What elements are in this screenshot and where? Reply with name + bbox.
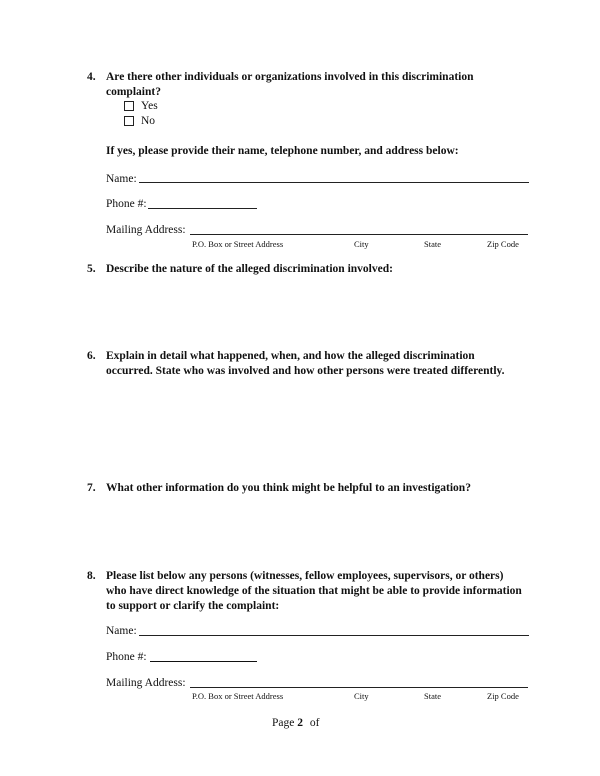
q8-phone-label: Phone #:: [106, 651, 147, 663]
question-5-text: Describe the nature of the alleged discrimination involved:: [106, 263, 393, 275]
question-6-text: Explain in detail what happened, when, and how the alleged discrimination occurred. State who was involved and how other persons were treated differently.: [106, 350, 505, 377]
page-of-label: of: [309, 717, 320, 729]
question-6-number: 6.: [87, 350, 96, 362]
q4-state-sublabel: State: [424, 239, 441, 249]
q4-zip-sublabel: Zip Code: [487, 239, 519, 249]
question-4-instruction: If yes, please provide their name, telephone number, and address below:: [106, 145, 459, 157]
q4-name-label: Name:: [106, 173, 137, 185]
question-4-number: 4.: [87, 71, 96, 83]
yes-option-label: Yes: [141, 100, 158, 112]
question-4-text: Are there other individuals or organizations involved in this discrimination complaint?: [106, 71, 474, 98]
question-7-number: 7.: [87, 482, 96, 494]
question-8-number: 8.: [87, 570, 96, 582]
q4-street-sublabel: P.O. Box or Street Address: [192, 239, 284, 249]
no-option-label: No: [141, 115, 156, 127]
page-number: 2: [297, 717, 303, 729]
question-8-text: Please list below any persons (witnesses, fellow employees, supervisors, or others) who have direct knowledge of the situation that might be able to provide information to support or clarify the complaint:: [106, 570, 522, 612]
q8-address-field[interactable]: [190, 687, 528, 688]
q4-name-field[interactable]: [139, 182, 529, 183]
q4-phone-field[interactable]: [148, 208, 257, 209]
page-footer: [272, 716, 319, 730]
yes-checkbox[interactable]: [124, 101, 134, 111]
q4-city-sublabel: City: [354, 239, 369, 249]
q4-phone-label: Phone #:: [106, 198, 147, 210]
q8-city-sublabel: City: [354, 691, 369, 701]
q8-state-sublabel: State: [424, 691, 441, 701]
q4-address-label: Mailing Address:: [106, 224, 186, 236]
q8-address-label: Mailing Address:: [106, 677, 186, 689]
no-checkbox[interactable]: [124, 116, 134, 126]
q8-name-field[interactable]: [139, 635, 529, 636]
q8-street-sublabel: P.O. Box or Street Address: [192, 691, 284, 701]
q8-zip-sublabel: Zip Code: [487, 691, 519, 701]
question-7-text: What other information do you think might be helpful to an investigation?: [106, 482, 471, 494]
question-5-number: 5.: [87, 263, 96, 275]
q8-name-label: Name:: [106, 625, 137, 637]
page-label: Page: [272, 717, 295, 729]
q8-phone-field[interactable]: [150, 661, 257, 662]
q4-address-field[interactable]: [190, 234, 528, 235]
